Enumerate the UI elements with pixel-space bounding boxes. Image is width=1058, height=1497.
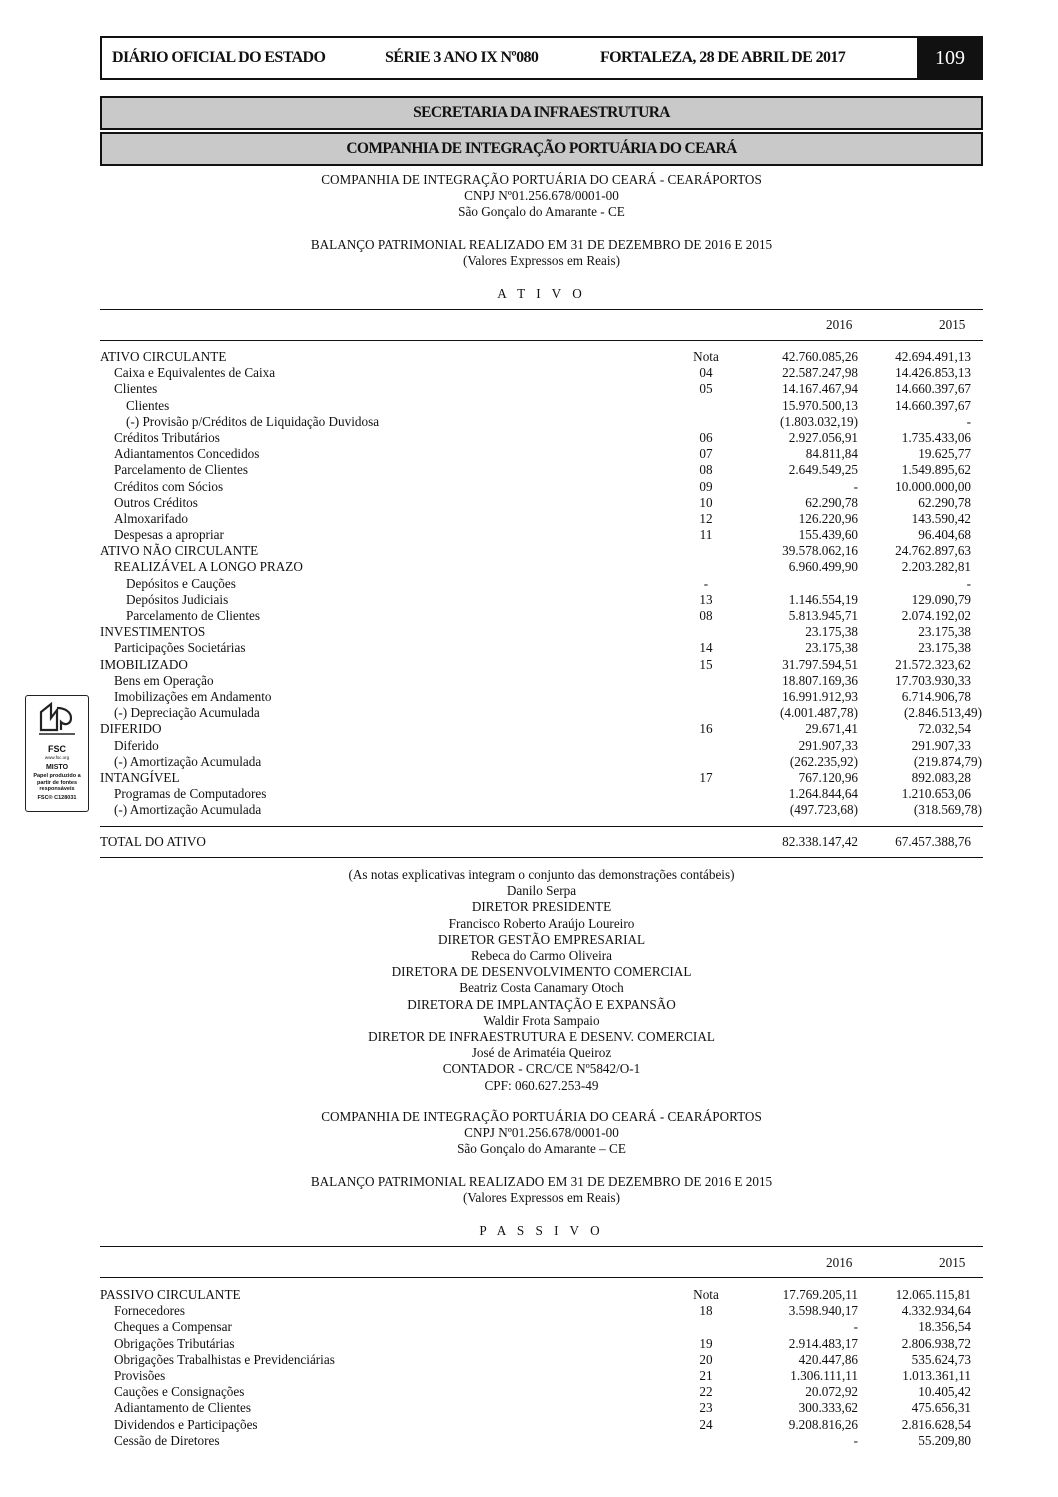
table-row xyxy=(100,381,983,397)
row-label: REALIZÁVEL A LONGO PRAZO xyxy=(114,559,303,575)
signature-line: Danilo Serpa xyxy=(506,883,577,899)
signature-line: (As notas explicativas integram o conjunto das demonstrações contábeis) xyxy=(348,867,735,882)
row-value-2015: 24.762.897,63 xyxy=(895,543,971,559)
table-row xyxy=(100,1400,983,1416)
table-row xyxy=(100,673,983,689)
signature-line: DIRETOR PRESIDENTE xyxy=(471,899,612,915)
balance-title: BALANÇO PATRIMONIAL REALIZADO EM 31 DE DEZEMBRO DE 2016 E 2015 xyxy=(310,237,773,252)
signature-line: Waldir Frota Sampaio xyxy=(483,1012,600,1028)
signatures-block xyxy=(100,867,983,1094)
company-name: COMPANHIA DE INTEGRAÇÃO PORTUÁRIA DO CEARÁ - CEARÁPORTOS xyxy=(321,1109,762,1124)
row-label: Créditos Tributários xyxy=(114,429,220,445)
row-nota: 15 xyxy=(699,656,713,672)
row-value-2016: 300.333,62 xyxy=(798,1400,858,1416)
table-row xyxy=(100,576,983,592)
row-nota: 11 xyxy=(699,527,713,543)
table-row xyxy=(100,754,983,770)
row-label: Diferido xyxy=(114,737,159,753)
row-value-2015: 291.907,33 xyxy=(911,737,971,753)
row-value-2016: 767.120,96 xyxy=(798,769,858,785)
journal-title: DIÁRIO OFICIAL DO ESTADO xyxy=(112,49,326,66)
row-nota: 17 xyxy=(699,769,713,785)
row-label: Caixa e Equivalentes de Caixa xyxy=(114,365,276,381)
journal-header xyxy=(100,36,983,80)
table-row xyxy=(100,592,983,608)
table-row xyxy=(100,1319,983,1335)
row-value-2015: 535.624,73 xyxy=(911,1351,971,1367)
row-label: DIFERIDO xyxy=(100,721,162,737)
row-value-2016: 18.807.169,36 xyxy=(782,672,858,688)
row-value-2016: 15.970.500,13 xyxy=(782,397,858,413)
row-value-2016: (497.723,68) xyxy=(789,802,858,818)
signature-line: José de Arimatéia Queiroz xyxy=(471,1045,612,1061)
row-value-2015: 23.175,38 xyxy=(918,640,971,656)
row-value-2016: 1.264.844,64 xyxy=(788,786,858,802)
year-2016-header: 2016 xyxy=(826,1255,853,1270)
row-value-2015: 72.032,54 xyxy=(918,721,971,737)
row-value-2015: 14.660.397,67 xyxy=(895,381,971,397)
row-nota: 05 xyxy=(699,381,713,397)
table-row xyxy=(100,414,983,430)
signature-line: DIRETOR GESTÃO EMPRESARIAL xyxy=(437,931,646,947)
row-value-2016: 42.760.085,26 xyxy=(782,349,858,364)
row-value-2015: 96.404,68 xyxy=(918,527,971,543)
row-label: Clientes xyxy=(126,397,170,413)
row-label: IMOBILIZADO xyxy=(100,656,188,672)
ativo-title-block xyxy=(100,237,983,269)
fsc-tree-icon xyxy=(35,700,79,740)
row-value-2016: 155.439,60 xyxy=(798,527,858,543)
row-nota: 12 xyxy=(699,510,713,526)
row-value-2016: 1.306.111,11 xyxy=(790,1367,858,1383)
divider xyxy=(100,826,983,827)
row-nota: 21 xyxy=(699,1367,713,1383)
row-value-2015: 4.332.934,64 xyxy=(901,1303,971,1319)
table-row xyxy=(100,705,983,721)
row-label: (-) Depreciação Acumulada xyxy=(114,705,260,721)
row-value-2015: 1.013.361,11 xyxy=(902,1367,971,1383)
divider xyxy=(100,309,983,310)
row-value-2015: 1.549.895,62 xyxy=(901,462,971,478)
row-value-2015: - xyxy=(966,413,971,429)
row-label: Imobilizações em Andamento xyxy=(114,688,272,704)
row-label: Parcelamento de Clientes xyxy=(114,462,249,478)
signature-line: CPF: 060.627.253-49 xyxy=(484,1077,599,1093)
row-value-2015: 23.175,38 xyxy=(918,624,971,640)
balance-subtitle: (Valores Expressos em Reais) xyxy=(462,253,621,269)
row-label: INTANGÍVEL xyxy=(100,769,180,785)
passivo-company-block xyxy=(100,1109,983,1158)
row-label: Obrigações Tributárias xyxy=(114,1335,235,1351)
row-label: Cauções e Consignações xyxy=(114,1384,245,1400)
row-value-2016: (1.803.032,19) xyxy=(779,413,858,429)
balance-title: BALANÇO PATRIMONIAL REALIZADO EM 31 DE DEZEMBRO DE 2016 E 2015 xyxy=(310,1174,773,1189)
row-value-2015: 62.290,78 xyxy=(918,494,971,510)
row-label: ATIVO CIRCULANTE xyxy=(100,349,227,364)
row-value-2016: - xyxy=(853,1432,858,1448)
row-nota: 07 xyxy=(699,446,713,462)
ativo-heading: A T I V O xyxy=(497,286,586,301)
row-value-2016: 2.914.483,17 xyxy=(788,1335,858,1351)
row-value-2015: 892.083,28 xyxy=(911,769,971,785)
row-value-2015: 10.405,42 xyxy=(918,1384,971,1400)
row-value-2016: 1.146.554,19 xyxy=(788,591,858,607)
fsc-code: FSC® C128031 xyxy=(37,794,77,801)
row-value-2016: 20.072,92 xyxy=(805,1384,858,1400)
signature-line: DIRETORA DE IMPLANTAÇÃO E EXPANSÃO xyxy=(407,996,676,1012)
fsc-label: MISTO xyxy=(45,764,69,771)
row-value-2016: 31.797.594,51 xyxy=(782,656,858,672)
row-label: Despesas a apropriar xyxy=(114,527,224,543)
table-row xyxy=(100,365,983,381)
row-label: INVESTIMENTOS xyxy=(100,624,206,640)
divider xyxy=(100,1277,983,1278)
row-nota: 24 xyxy=(699,1416,713,1432)
row-value-2015: 475.656,31 xyxy=(911,1400,971,1416)
table-row xyxy=(100,802,983,818)
fsc-logo xyxy=(25,695,89,812)
row-label: Obrigações Trabalhistas e Previdenciárias xyxy=(114,1351,335,1367)
table-row xyxy=(100,495,983,511)
row-value-2015: 17.703.930,33 xyxy=(895,672,971,688)
row-value-2015: (219.874,79) xyxy=(913,753,982,769)
row-label: Almoxarifado xyxy=(114,510,188,526)
row-label: (-) Amortização Acumulada xyxy=(114,753,262,769)
row-label: Depósitos Judiciais xyxy=(126,591,229,607)
ativo-table xyxy=(100,349,983,818)
row-value-2016: 29.671,41 xyxy=(805,721,858,737)
fsc-text: Papel produzido a partir de fontes responsáveis xyxy=(33,773,81,792)
fsc-site: www.fsc.org xyxy=(44,755,70,760)
signature-line: Rebeca do Carmo Oliveira xyxy=(471,948,612,964)
row-label: Clientes xyxy=(114,381,158,397)
row-value-2015: - xyxy=(966,575,971,591)
table-row xyxy=(100,430,983,446)
table-row xyxy=(100,1417,983,1433)
row-value-2015: 55.209,80 xyxy=(918,1432,971,1448)
table-row xyxy=(100,1352,983,1368)
row-nota: 23 xyxy=(699,1400,713,1416)
passivo-heading: P A S S I V O xyxy=(479,1223,604,1238)
table-row xyxy=(100,446,983,462)
row-value-2016: 17.769.205,11 xyxy=(782,1287,858,1302)
table-row xyxy=(100,511,983,527)
signature-line: Beatriz Costa Canamary Otoch xyxy=(459,980,624,996)
year-2015-header: 2015 xyxy=(939,317,966,332)
row-nota: 06 xyxy=(699,429,713,445)
signature-line: DIRETORA DE DESENVOLVIMENTO COMERCIAL xyxy=(391,964,692,980)
row-value-2016: 5.813.945,71 xyxy=(788,608,858,623)
row-label: Cessão de Diretores xyxy=(114,1432,220,1448)
row-nota: 14 xyxy=(699,640,713,656)
row-label: Outros Créditos xyxy=(114,494,198,510)
year-2015-header: 2015 xyxy=(939,1255,966,1270)
row-nota: 04 xyxy=(699,365,713,381)
row-value-2015: 2.074.192,02 xyxy=(901,608,971,623)
section-company: COMPANHIA DE INTEGRAÇÃO PORTUÁRIA DO CEARÁ xyxy=(100,132,983,166)
row-value-2016: 14.167.467,94 xyxy=(782,381,858,397)
row-value-2015: 2.203.282,81 xyxy=(901,559,971,575)
row-value-2015: 12.065.115,81 xyxy=(895,1287,971,1302)
row-nota: 16 xyxy=(699,721,713,737)
row-value-2016: 23.175,38 xyxy=(805,640,858,656)
table-row xyxy=(100,721,983,737)
fsc-brand: FSC xyxy=(48,744,66,754)
row-nota: 20 xyxy=(699,1351,713,1367)
table-row xyxy=(100,624,983,640)
passivo-table xyxy=(100,1287,983,1449)
row-value-2016: 2.927.056,91 xyxy=(788,429,858,445)
row-label: ATIVO NÃO CIRCULANTE xyxy=(100,543,259,559)
row-value-2016: (262.235,92) xyxy=(789,753,858,769)
row-nota: 08 xyxy=(699,462,713,478)
row-nota: 22 xyxy=(699,1384,713,1400)
company-location: São Gonçalo do Amarante – CE xyxy=(457,1141,626,1157)
row-label: Adiantamento de Clientes xyxy=(114,1400,251,1416)
row-value-2016: 9.208.816,26 xyxy=(788,1416,858,1432)
row-value-2016: 3.598.940,17 xyxy=(788,1303,858,1319)
table-row xyxy=(100,770,983,786)
table-row xyxy=(100,657,983,673)
row-label: (-) Amortização Acumulada xyxy=(114,802,262,818)
section-secretariat: SECRETARIA DA INFRAESTRUTURA xyxy=(100,96,983,130)
row-value-2016: - xyxy=(853,1319,858,1335)
row-label: PASSIVO CIRCULANTE xyxy=(100,1287,241,1302)
table-row xyxy=(100,1303,983,1319)
row-nota: Nota xyxy=(693,1287,719,1302)
divider xyxy=(100,1246,983,1247)
signature-line: CONTADOR - CRC/CE Nº5842/O-1 xyxy=(442,1061,641,1077)
row-label: Parcelamento de Clientes xyxy=(126,608,261,623)
row-nota: 13 xyxy=(699,591,713,607)
row-value-2016: - xyxy=(853,478,858,494)
row-value-2015: 10.000.000,00 xyxy=(895,478,971,494)
row-value-2015: 129.090,79 xyxy=(911,591,971,607)
row-nota: - xyxy=(703,575,709,591)
passivo-title-block xyxy=(100,1174,983,1206)
row-nota: 08 xyxy=(699,608,713,623)
row-value-2016: 291.907,33 xyxy=(798,737,858,753)
company-cnpj: CNPJ Nº01.256.678/0001-00 xyxy=(464,188,619,204)
journal-date: FORTALEZA, 28 DE ABRIL DE 2017 xyxy=(600,49,846,66)
total-2015: 67.457.388,76 xyxy=(895,834,971,849)
table-row xyxy=(100,738,983,754)
row-value-2015: 14.660.397,67 xyxy=(895,397,971,413)
journal-series: SÉRIE 3 ANO IX Nº080 xyxy=(385,49,539,66)
table-row xyxy=(100,527,983,543)
company-location: São Gonçalo do Amarante - CE xyxy=(458,204,625,220)
table-row xyxy=(100,1384,983,1400)
total-2016: 82.338.147,42 xyxy=(782,834,858,849)
table-row xyxy=(100,689,983,705)
row-nota: 18 xyxy=(699,1303,713,1319)
row-nota: 10 xyxy=(699,494,713,510)
table-row xyxy=(100,398,983,414)
year-2016-header: 2016 xyxy=(826,317,853,332)
row-value-2016: 23.175,38 xyxy=(805,624,858,640)
table-row xyxy=(100,479,983,495)
row-value-2015: (2.846.513,49) xyxy=(903,705,982,721)
row-label: Cheques a Compensar xyxy=(114,1319,232,1335)
row-value-2016: 6.960.499,90 xyxy=(788,559,858,575)
row-label: Créditos com Sócios xyxy=(114,478,224,494)
table-row xyxy=(100,1368,983,1384)
row-nota: 09 xyxy=(699,478,713,494)
row-value-2016: (4.001.487,78) xyxy=(779,705,858,721)
divider xyxy=(100,340,983,341)
table-row xyxy=(100,349,983,365)
row-value-2015: 2.806.938,72 xyxy=(901,1335,971,1351)
table-row xyxy=(100,462,983,478)
table-row xyxy=(100,543,983,559)
company-cnpj: CNPJ Nº01.256.678/0001-00 xyxy=(464,1125,619,1141)
balance-subtitle: (Valores Expressos em Reais) xyxy=(462,1190,621,1206)
row-value-2015: 19.625,77 xyxy=(918,446,971,462)
row-label: Adiantamentos Concedidos xyxy=(114,446,260,462)
row-value-2016: 22.587.247,98 xyxy=(782,365,858,381)
row-nota: 19 xyxy=(699,1335,713,1351)
row-value-2015: 6.714.906,78 xyxy=(901,688,971,704)
row-label: Provisões xyxy=(114,1367,166,1383)
row-label: (-) Provisão p/Créditos de Liquidação Duvidosa xyxy=(126,413,380,429)
row-value-2015: 21.572.323,62 xyxy=(895,656,971,672)
company-name: COMPANHIA DE INTEGRAÇÃO PORTUÁRIA DO CEARÁ - CEARÁPORTOS xyxy=(321,172,762,187)
row-value-2015: 14.426.853,13 xyxy=(895,365,971,381)
page-number: 109 xyxy=(917,36,983,80)
total-label: TOTAL DO ATIVO xyxy=(100,834,206,849)
table-row xyxy=(100,1287,983,1303)
row-value-2016: 16.991.912,93 xyxy=(782,688,858,704)
row-value-2016: 62.290,78 xyxy=(805,494,858,510)
row-value-2015: 1.735.433,06 xyxy=(901,429,971,445)
row-value-2016: 84.811,84 xyxy=(805,446,858,462)
row-value-2015: 1.210.653,06 xyxy=(901,786,971,802)
row-value-2015: (318.569,78) xyxy=(913,802,982,818)
divider xyxy=(100,857,983,858)
ativo-company-block xyxy=(100,172,983,221)
row-value-2016: 126.220,96 xyxy=(798,510,858,526)
signature-line: Francisco Roberto Araújo Loureiro xyxy=(448,915,635,931)
row-value-2016: 420.447,86 xyxy=(798,1351,858,1367)
row-nota: Nota xyxy=(693,349,719,364)
signature-line: DIRETOR DE INFRAESTRUTURA E DESENV. COMERCIAL xyxy=(368,1029,715,1045)
table-row xyxy=(100,608,983,624)
ativo-total-row xyxy=(100,834,983,850)
table-row xyxy=(100,1336,983,1352)
row-value-2015: 18.356,54 xyxy=(918,1319,971,1335)
row-value-2015: 2.816.628,54 xyxy=(901,1416,971,1432)
row-label: Depósitos e Cauções xyxy=(126,575,236,591)
row-label: Participações Societárias xyxy=(114,640,246,656)
row-label: Dividendos e Participações xyxy=(114,1416,258,1432)
row-value-2015: 42.694.491,13 xyxy=(895,349,971,364)
row-value-2016: 39.578.062,16 xyxy=(782,543,858,559)
table-row xyxy=(100,559,983,575)
table-row xyxy=(100,640,983,656)
table-row xyxy=(100,1433,983,1449)
row-label: Bens em Operação xyxy=(114,672,214,688)
table-row xyxy=(100,786,983,802)
row-value-2016: 2.649.549,25 xyxy=(788,462,858,478)
row-value-2015: 143.590,42 xyxy=(911,510,971,526)
row-label: Programas de Computadores xyxy=(114,786,267,802)
row-label: Fornecedores xyxy=(114,1303,186,1319)
